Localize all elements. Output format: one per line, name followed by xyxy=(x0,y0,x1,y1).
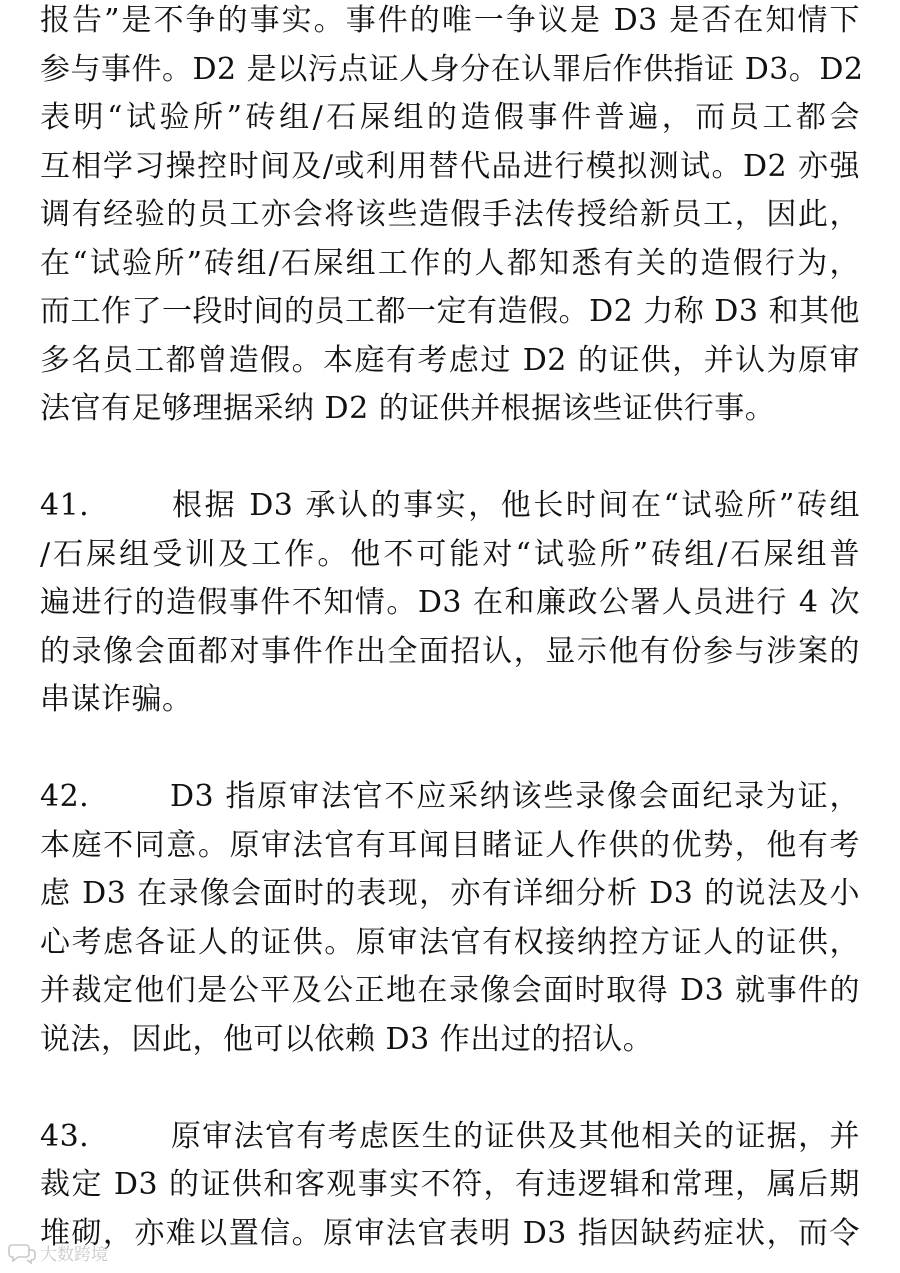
text-line: 表明“试验所”砖组/石屎组的造假事件普遍，而员工都会 xyxy=(40,100,860,135)
text-line: 多名员工都曾造假。本庭有考虑过 D2 的证供，并认为原审 xyxy=(40,342,860,378)
speech-bubble-logo-icon xyxy=(8,1242,36,1264)
paragraph-continued xyxy=(40,0,864,434)
watermark xyxy=(8,1240,108,1265)
text-line: 本庭不同意。原审法官有耳闻目睹证人作供的优势，他有考 xyxy=(40,827,860,863)
text-line: /石屎组受训及工作。他不可能对“试验所”砖组/石屎组普 xyxy=(40,536,860,572)
text-line: 法官有足够理据采纳 D2 的证供并根据该些证供行事。 xyxy=(40,391,776,426)
text-line: 参与事件。D2 是以污点证人身分在认罪后作供指证 D3。D2 xyxy=(40,51,864,87)
text-line: 互相学习操控时间及/或利用替代品进行模拟测试。D2 亦强 xyxy=(40,148,860,184)
watermark-text: 大数跨境 xyxy=(40,1245,108,1265)
text-line: 调有经验的员工亦会将该些造假手法传授给新员工，因此， xyxy=(40,197,860,232)
text-line: 虑 D3 在录像会面时的表现，亦有详细分析 D3 的说法及小 xyxy=(40,876,860,911)
text-line: 心考虑各证人的证供。原审法官有权接纳控方证人的证供， xyxy=(40,924,860,960)
paragraph-41 xyxy=(40,482,860,725)
text-line-content: 根据 D3 承认的事实，他长时间在“试验所”砖组 xyxy=(170,488,860,523)
paragraph-43 xyxy=(40,1113,860,1259)
text-line: 的录像会面都对事件作出全面招认，显示他有份参与涉案的 xyxy=(40,633,860,669)
text-line: 在“试验所”砖组/石屎组工作的人都知悉有关的造假行为， xyxy=(40,245,860,281)
text-line: 报告”是不争的事实。事件的唯一争议是 D3 是否在知情下 xyxy=(40,3,860,38)
text-line-content: D3 指原审法官不应采纳该些录像会面纪录为证， xyxy=(170,779,860,814)
paragraph-number: 41. xyxy=(40,488,90,523)
text-line: 串谋诈骗。 xyxy=(40,682,193,717)
text-line: 而工作了一段时间的员工都一定有造假。D2 力称 D3 和其他 xyxy=(40,294,860,329)
text-line: 堆砌，亦难以置信。原审法官表明 D3 指因缺药症状，而令 xyxy=(40,1215,860,1251)
paragraph-42 xyxy=(40,773,860,1064)
text-line-numbered xyxy=(40,1113,860,1162)
text-line: 裁定 D3 的证供和客观事实不符，有违逻辑和常理，属后期 xyxy=(40,1167,860,1202)
paragraph-gap xyxy=(40,434,860,483)
document-body xyxy=(40,0,864,1258)
text-line-numbered xyxy=(40,482,860,531)
paragraph-number: 42. xyxy=(40,779,90,814)
paragraph-number: 43. xyxy=(40,1118,90,1154)
paragraph-gap xyxy=(40,725,860,774)
paragraph-gap xyxy=(40,1064,860,1113)
text-line-numbered xyxy=(40,773,860,822)
text-line-content: 原审法官有考虑医生的证供及其他相关的证据，并 xyxy=(170,1118,860,1154)
text-line: 遍进行的造假事件不知情。D3 在和廉政公署人员进行 4 次 xyxy=(40,585,860,620)
text-line: 并裁定他们是公平及公正地在录像会面时取得 D3 就事件的 xyxy=(40,973,860,1008)
text-line: 说法，因此，他可以依赖 D3 作出过的招认。 xyxy=(40,1021,654,1057)
